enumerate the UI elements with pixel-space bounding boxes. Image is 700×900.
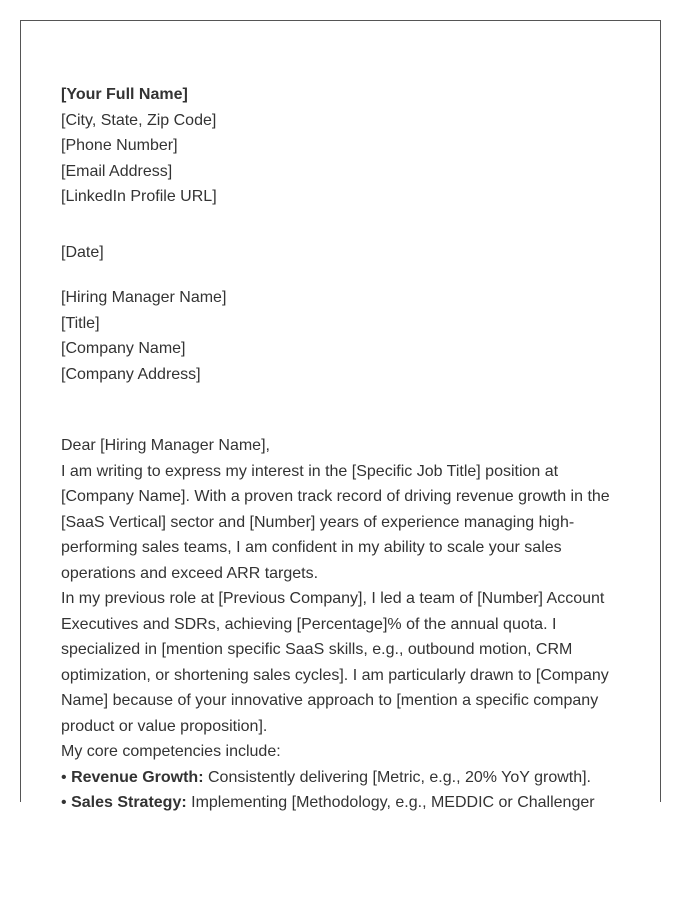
competencies-intro: My core competencies include: — [61, 743, 281, 760]
bullet-item — [61, 790, 631, 816]
sender-linkedin: [LinkedIn Profile URL] — [61, 188, 217, 205]
bullet-label: Revenue Growth: — [71, 768, 204, 786]
recipient-title: [Title] — [61, 314, 100, 332]
bullet-item — [61, 765, 631, 791]
salutation: Dear [Hiring Manager Name], — [61, 437, 270, 454]
spacer — [61, 265, 631, 285]
bullet-text: Consistently delivering [Metric, e.g., 20% YoY growth]. — [207, 768, 591, 786]
sender-city-state-zip: [City, State, Zip Code] — [61, 111, 217, 129]
sender-name: [Your Full Name] — [61, 86, 188, 103]
paragraph-experience: In my previous role at [Previous Company], I led a team of [Number] Account Executives and SDRs, achieving [Percentage]% of the annual quota. I specialized in [mention specific SaaS skills, e.g., outbound motion, CRM optimization, or shortening sales cycles]. I am particularly drawn to [Company Name] because of your innovative approach to [mention a specific company product or value proposition]. — [61, 590, 609, 735]
bullet-marker: • — [61, 768, 67, 786]
recipient-name: [Hiring Manager Name] — [61, 289, 227, 306]
sender-email: [Email Address] — [61, 162, 173, 180]
letter-date: [Date] — [61, 243, 104, 261]
letter-page — [20, 20, 661, 811]
letter-content — [61, 82, 631, 816]
spacer — [61, 387, 631, 433]
spacer — [61, 210, 631, 240]
recipient-company: [Company Name] — [61, 340, 186, 357]
bullet-text: Implementing [Methodology, e.g., MEDDIC or Challenger — [191, 794, 595, 811]
paragraph-intro: I am writing to express my interest in the [Specific Job Title] position at [Company Name]. With a proven track record of driving revenue growth in the [SaaS Vertical] sector and [Number] years of experience managing high-performing sales teams, I am confident in my ability to scale your sales operations and exceed ARR targets. — [61, 462, 610, 582]
bullet-label: Sales Strategy: — [71, 794, 187, 811]
bullet-marker: • — [61, 794, 67, 811]
recipient-address: [Company Address] — [61, 365, 201, 383]
sender-phone: [Phone Number] — [61, 137, 178, 154]
